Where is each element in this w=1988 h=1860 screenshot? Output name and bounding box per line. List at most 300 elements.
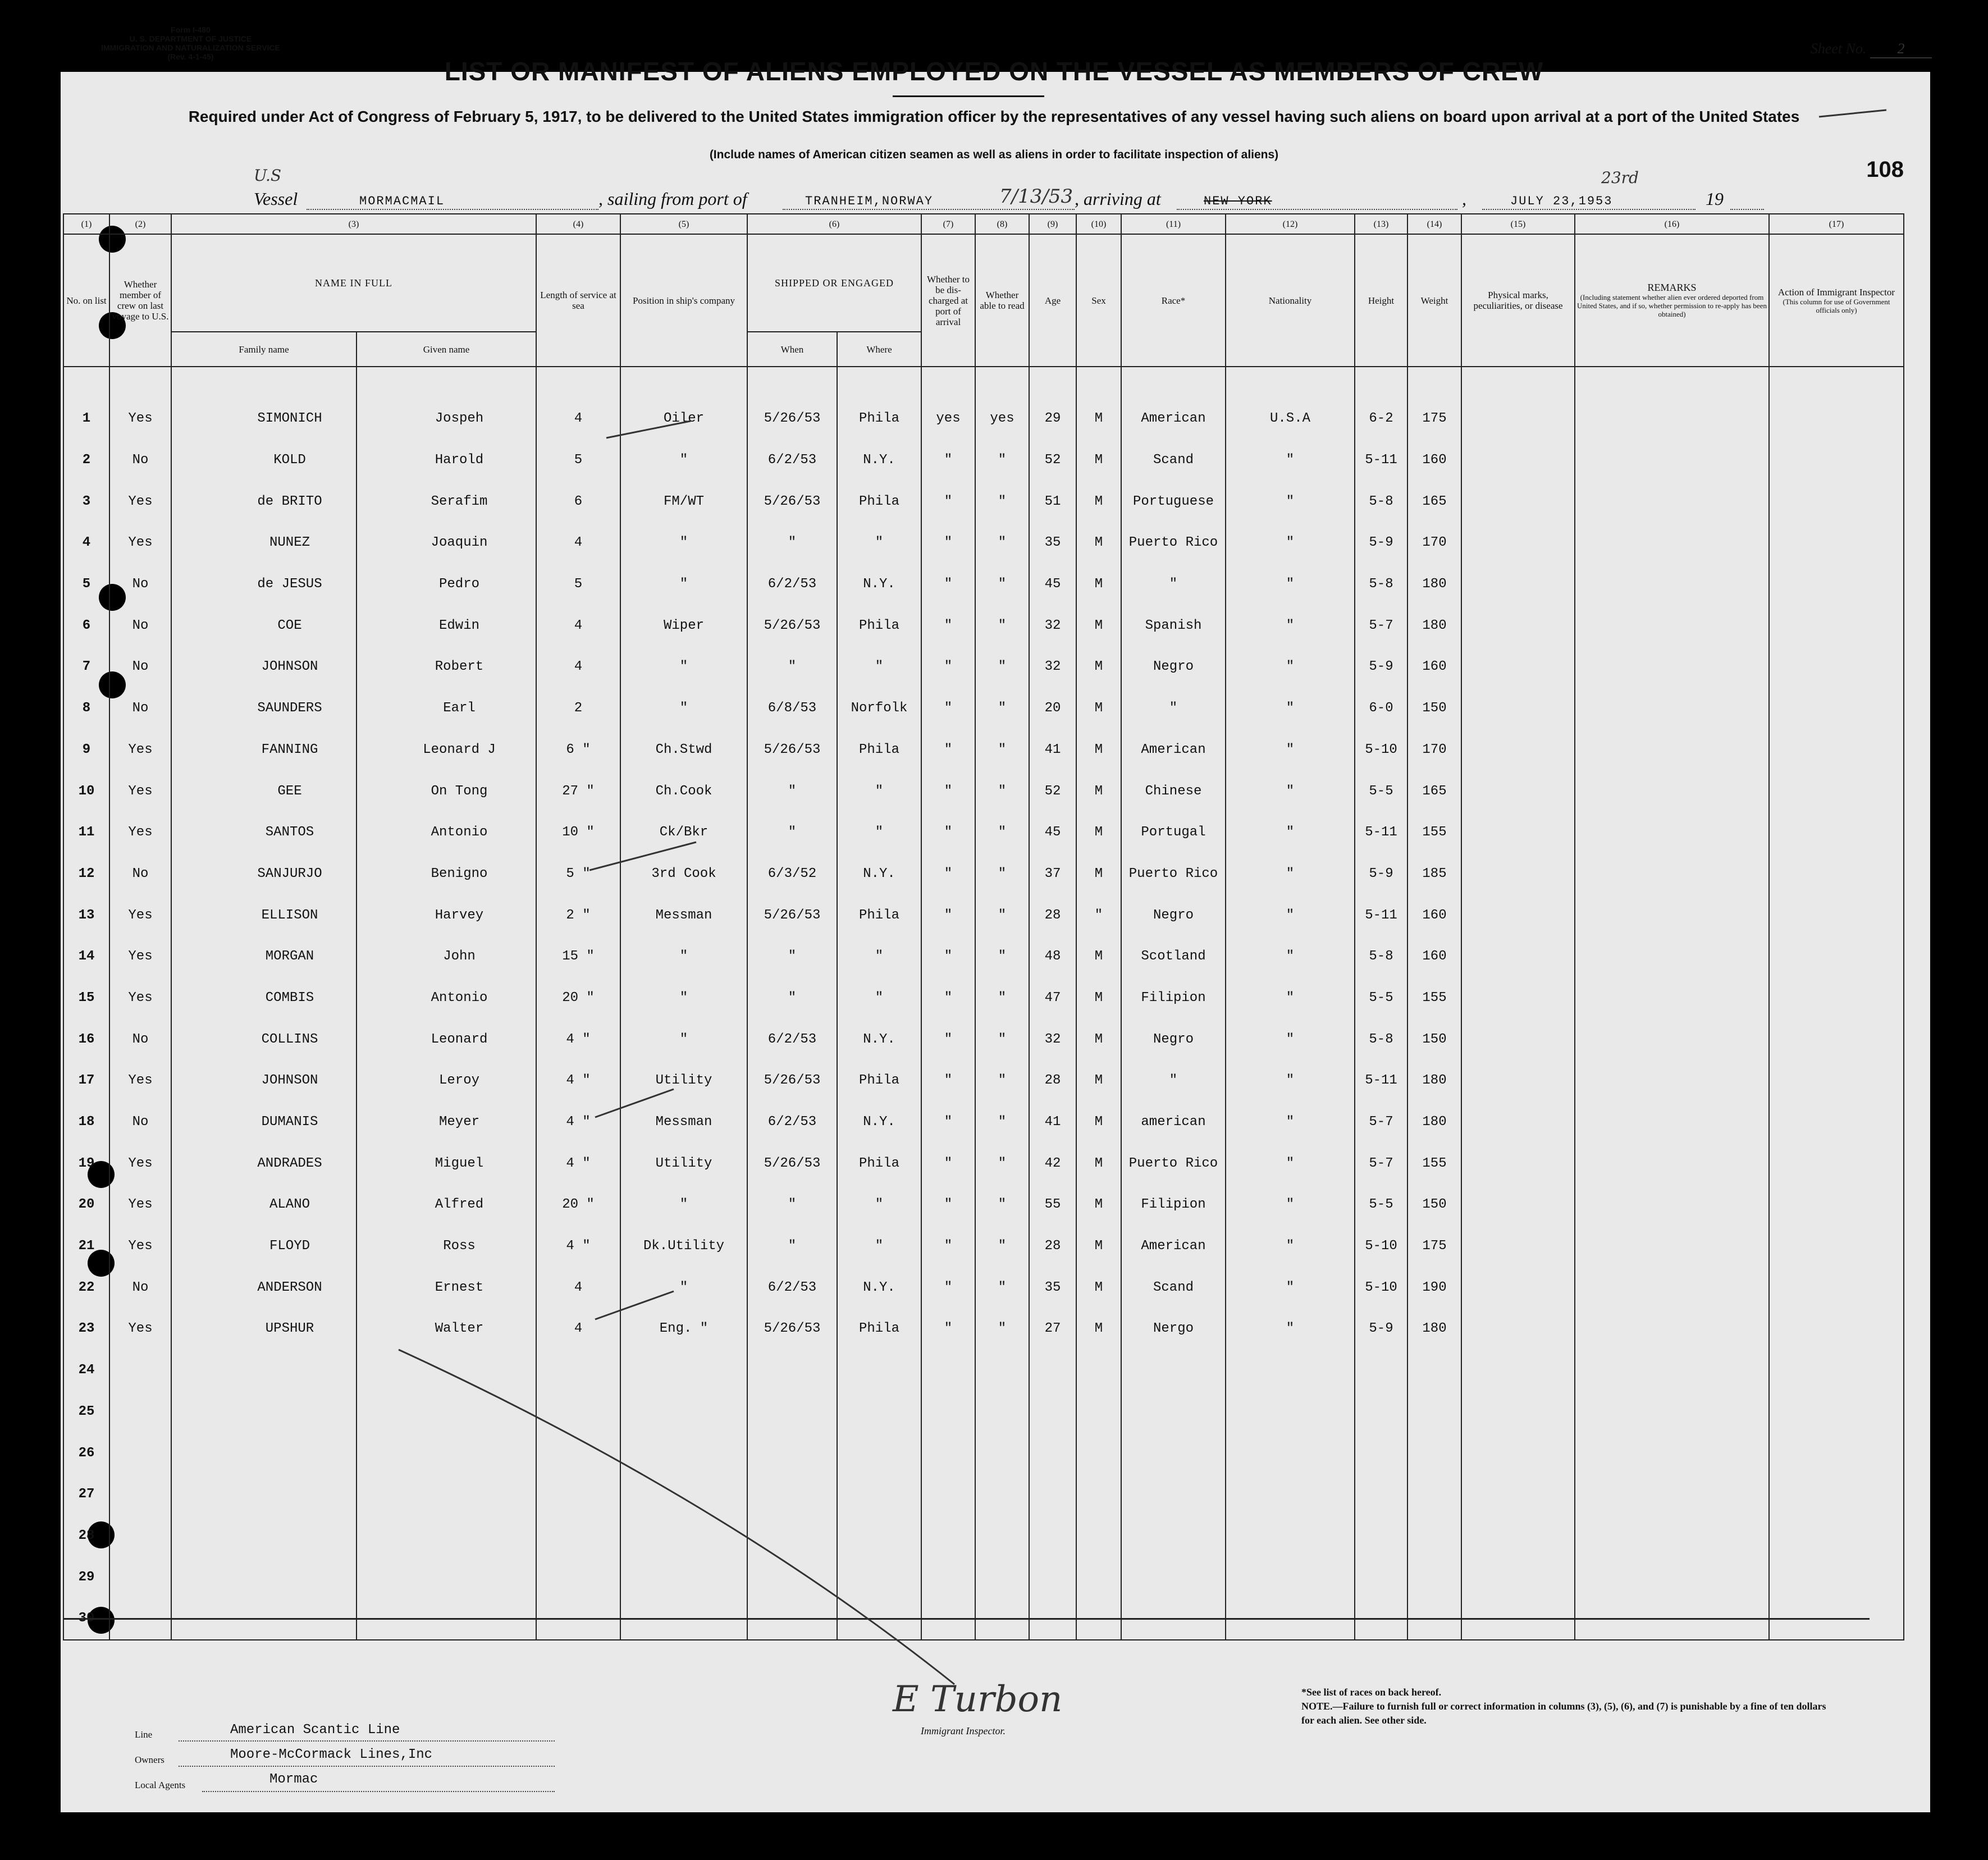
spacer-cell [63,367,109,398]
cell-where: N.Y. [837,564,921,605]
cell-sex: M [1076,1267,1121,1308]
cell-height: 5-11 [1355,894,1407,936]
cell-race: Negro [1121,646,1226,688]
cell-weight [1407,1515,1461,1557]
cell-race: Filipion [1121,977,1226,1019]
cell-where: N.Y. [837,1267,921,1308]
header-remarks: REMARKS (Including statement whether alien ever ordered deported from United States, and if so, whether permission to re-apply has been obtained) [1575,234,1769,367]
cell-age: 32 [1029,1018,1076,1060]
cell-where: Phila [837,398,921,440]
cell-action [1769,398,1904,440]
spacer-cell [1575,367,1769,398]
cell-nationality: " [1226,440,1355,481]
cell-family: ELLISON [171,894,357,936]
table-row [63,1142,1904,1184]
cell-given: Leroy [357,1060,536,1102]
cell-discharged [921,1432,975,1474]
table-row [63,1515,1904,1557]
spacer-cell [1461,367,1575,398]
cell-discharged: " [921,1226,975,1267]
cell-race: Scand [1121,440,1226,481]
line-value: American Scantic Line [230,1722,400,1738]
cell-sex [1076,1474,1121,1515]
spacer-cell [837,367,921,398]
table-row [63,1474,1904,1515]
cell-length: 4 " [536,1060,620,1102]
cell-when: " [747,770,837,812]
cell-sex: M [1076,481,1121,522]
cell-given [357,1474,536,1515]
cell-height: 6-2 [1355,398,1407,440]
table-row [63,936,1904,977]
cell-remarks [1575,1515,1769,1557]
cell-nationality: " [1226,977,1355,1019]
cell-when: " [747,812,837,853]
table-row [63,522,1904,564]
cell-discharged: " [921,853,975,895]
arrival-date-handwritten: 23rd [1601,168,1639,187]
cell-action [1769,1142,1904,1184]
cell-when: 5/26/53 [747,481,837,522]
cell-weight: 190 [1407,1267,1461,1308]
arriving-label: , arriving at [1075,189,1161,209]
cell-action [1769,1060,1904,1102]
cell-family: FLOYD [171,1226,357,1267]
cell-age: 35 [1029,1267,1076,1308]
header-weight: Weight [1407,234,1461,367]
cell-weight: 180 [1407,605,1461,646]
cell-sex: M [1076,440,1121,481]
cell-nationality: " [1226,1060,1355,1102]
cell-when: " [747,936,837,977]
cell-read [975,1474,1029,1515]
cell-given: Leonard [357,1018,536,1060]
cell-length [536,1556,620,1598]
cell-age: 28 [1029,1226,1076,1267]
cell-member: Yes [109,522,171,564]
cell-action [1769,1432,1904,1474]
table-row [63,1184,1904,1226]
cell-position: Oiler [620,398,747,440]
cell-nationality: " [1226,770,1355,812]
cell-given: Robert [357,646,536,688]
cell-where: N.Y. [837,440,921,481]
cell-read: " [975,605,1029,646]
cell-length: 10 " [536,812,620,853]
col-9-number: (9) [1029,214,1076,234]
table-row [63,1226,1904,1267]
cell-given: John [357,936,536,977]
cell-age: 52 [1029,770,1076,812]
cell-sex: M [1076,729,1121,771]
cell-race: Nergo [1121,1308,1226,1350]
cell-age [1029,1474,1076,1515]
cell-member: Yes [109,1060,171,1102]
cell-physical [1461,646,1575,688]
table-row [63,1556,1904,1598]
cell-nationality [1226,1391,1355,1433]
cell-discharged: yes [921,398,975,440]
table-row [63,1018,1904,1060]
cell-age: 52 [1029,440,1076,481]
cell-race [1121,1350,1226,1391]
cell-when: " [747,1184,837,1226]
cell-age: 32 [1029,646,1076,688]
cell-member [109,1432,171,1474]
cell-family [171,1474,357,1515]
cell-physical [1461,977,1575,1019]
cell-remarks [1575,1184,1769,1226]
year-blank [1730,209,1764,210]
cell-discharged [921,1474,975,1515]
table-row [63,894,1904,936]
cell-read: " [975,853,1029,895]
header-name-in-full: NAME IN FULL [171,234,536,332]
form-subtitle: Required under Act of Congress of February 5, 1917, to be delivered to the United States immigration officer by the representatives of any vessel having such aliens on board upon arrival at a port of the United States [188,108,1800,125]
cell-sex: M [1076,1226,1121,1267]
cell-read: " [975,1018,1029,1060]
cell-given: Harvey [357,894,536,936]
cell-physical [1461,936,1575,977]
cell-family: ALANO [171,1184,357,1226]
cell-where [837,1391,921,1433]
cell-remarks [1575,440,1769,481]
cell-height [1355,1350,1407,1391]
table-row [63,770,1904,812]
cell-discharged: " [921,1060,975,1102]
cell-member: No [109,1018,171,1060]
cell-weight: 155 [1407,977,1461,1019]
spacer-cell [1076,367,1121,398]
footer-notes: *See list of races on back hereof. NOTE.—Failure to furnish full or correct information in columns (3), (5), (6), and (7) is punishable by a fine of ten dollars for each alien. See other side. [1301,1687,1826,1726]
cell-action [1769,646,1904,688]
cell-race: Negro [1121,894,1226,936]
cell-length: 4 [536,1267,620,1308]
cell-weight: 180 [1407,1060,1461,1102]
cell-race [1121,1432,1226,1474]
cell-read: " [975,481,1029,522]
cell-when: 5/26/53 [747,729,837,771]
page-number: 108 [1866,157,1904,182]
cell-read: " [975,646,1029,688]
cell-position: " [620,936,747,977]
table-row [63,977,1904,1019]
cell-where [837,1350,921,1391]
cell-position: " [620,564,747,605]
cell-weight: 180 [1407,564,1461,605]
cell-race: Portuguese [1121,481,1226,522]
cell-sex: M [1076,1184,1121,1226]
cell-sex: M [1076,977,1121,1019]
cell-age: 41 [1029,1102,1076,1143]
header-nationality: Nationality [1226,234,1355,367]
cell-action [1769,564,1904,605]
cell-discharged: " [921,729,975,771]
cell-length [536,1350,620,1391]
us-annotation: U.S [254,166,282,185]
cell-race: " [1121,688,1226,729]
cell-when: 6/2/53 [747,1018,837,1060]
cell-discharged [921,1515,975,1557]
cell-race: " [1121,1060,1226,1102]
cell-weight [1407,1391,1461,1433]
cell-action [1769,1226,1904,1267]
cell-physical [1461,1515,1575,1557]
header-height: Height [1355,234,1407,367]
table-row [63,1102,1904,1143]
cell-member: Yes [109,1308,171,1350]
agents-label: Local Agents [135,1780,186,1790]
cell-read [975,1432,1029,1474]
cell-member [109,1350,171,1391]
table-row [63,688,1904,729]
header-sex: Sex [1076,234,1121,367]
cell-member: No [109,688,171,729]
cell-member [109,1391,171,1433]
arrival-date: JULY 23,1953 [1510,194,1613,208]
cell-when: " [747,522,837,564]
cell-remarks [1575,646,1769,688]
header-given-name: Given name [357,332,536,367]
cell-rowno: 16 [63,1018,109,1060]
cell-position [620,1556,747,1598]
cell-physical [1461,894,1575,936]
table-row [63,729,1904,771]
cell-action [1769,605,1904,646]
cell-family: SANTOS [171,812,357,853]
cell-race: Puerto Rico [1121,522,1226,564]
cell-remarks [1575,1267,1769,1308]
cell-sex [1076,1556,1121,1598]
cell-given: Edwin [357,605,536,646]
cell-nationality: " [1226,936,1355,977]
cell-length [536,1515,620,1557]
cell-family: DUMANIS [171,1102,357,1143]
spacer-cell [1226,367,1355,398]
cell-weight [1407,1474,1461,1515]
cell-discharged: " [921,646,975,688]
cell-height: 5-10 [1355,1226,1407,1267]
cell-length: 4 " [536,1102,620,1143]
cell-given: Leonard J [357,729,536,771]
cell-where: N.Y. [837,1102,921,1143]
cell-remarks [1575,977,1769,1019]
vessel-blank [307,209,598,210]
cell-nationality: " [1226,812,1355,853]
cell-nationality: " [1226,522,1355,564]
cell-age: 27 [1029,1308,1076,1350]
cell-weight: 180 [1407,1308,1461,1350]
col-16-number: (16) [1575,214,1769,234]
cell-rowno: 18 [63,1102,109,1143]
form-identifier: Form I-480 U. S. DEPARTMENT OF JUSTICE IMMIGRATION AND NATURALIZATION SERVICE (Rev. 4-1-45) [101,25,280,61]
cell-when [747,1391,837,1433]
cell-height: 5-10 [1355,729,1407,771]
cell-remarks [1575,522,1769,564]
cell-nationality [1226,1350,1355,1391]
cell-remarks [1575,398,1769,440]
cell-given: Antonio [357,812,536,853]
cell-given: Earl [357,688,536,729]
spacer-cell [620,367,747,398]
comma-separator: , [1462,189,1466,209]
footer-rule [63,1618,1870,1620]
cell-length [536,1432,620,1474]
cell-member [109,1515,171,1557]
cell-when: 6/8/53 [747,688,837,729]
cell-sex [1076,1515,1121,1557]
cell-length: 4 [536,1308,620,1350]
cell-rowno: 14 [63,936,109,977]
cell-remarks [1575,894,1769,936]
cell-where: Phila [837,894,921,936]
table-spacer-row [63,367,1904,398]
cell-nationality: " [1226,688,1355,729]
cell-position: " [620,1018,747,1060]
arrival-blank [1177,209,1457,210]
cell-when: 6/2/53 [747,564,837,605]
cell-height [1355,1432,1407,1474]
arrival-port: NEW YORK [1204,194,1272,208]
cell-where: Phila [837,481,921,522]
cell-discharged: " [921,1142,975,1184]
cell-where: " [837,770,921,812]
cell-sex: M [1076,770,1121,812]
cell-where: Phila [837,1308,921,1350]
col-13-number: (13) [1355,214,1407,234]
cell-family: SANJURJO [171,853,357,895]
table-row [63,1308,1904,1350]
cell-where [837,1556,921,1598]
col-3-number: (3) [171,214,536,234]
cell-rowno: 21 [63,1226,109,1267]
cell-remarks [1575,812,1769,853]
cell-height [1355,1556,1407,1598]
cell-discharged: " [921,812,975,853]
cell-rowno: 1 [63,398,109,440]
cell-family [171,1432,357,1474]
cell-physical [1461,1142,1575,1184]
cell-member: Yes [109,894,171,936]
cell-physical [1461,729,1575,771]
owners-label: Owners [135,1754,164,1765]
cell-sex: M [1076,1060,1121,1102]
cell-position: " [620,1267,747,1308]
cell-race: Puerto Rico [1121,1142,1226,1184]
cell-where: Norfolk [837,688,921,729]
cell-rowno: 15 [63,977,109,1019]
cell-given: Antonio [357,977,536,1019]
header-length-service: Length of service at sea [536,234,620,367]
cell-race [1121,1474,1226,1515]
header-race: Race* [1121,234,1226,367]
cell-height: 5-7 [1355,605,1407,646]
cell-physical [1461,522,1575,564]
cell-sex: M [1076,1018,1121,1060]
cell-sex [1076,1432,1121,1474]
cell-read: " [975,440,1029,481]
cell-height: 5-5 [1355,770,1407,812]
cell-length: 5 [536,440,620,481]
cell-discharged: " [921,977,975,1019]
cell-discharged [921,1391,975,1433]
cell-read [975,1391,1029,1433]
cell-weight: 170 [1407,729,1461,771]
cell-action [1769,853,1904,895]
cell-action [1769,1474,1904,1515]
cell-position: Wiper [620,605,747,646]
cell-height: 5-9 [1355,853,1407,895]
cell-weight [1407,1350,1461,1391]
cell-age [1029,1391,1076,1433]
spacer-cell [975,367,1029,398]
cell-given: Harold [357,440,536,481]
cell-discharged: " [921,1102,975,1143]
cell-member: No [109,646,171,688]
cell-family: JOHNSON [171,1060,357,1102]
cell-action [1769,1391,1904,1433]
cell-given: On Tong [357,770,536,812]
cell-height: 5-7 [1355,1142,1407,1184]
cell-physical [1461,1060,1575,1102]
table-row [63,398,1904,440]
cell-position: Utility [620,1142,747,1184]
cell-family [171,1350,357,1391]
cell-read: " [975,729,1029,771]
cell-given [357,1350,536,1391]
cell-length: 2 " [536,894,620,936]
vessel-name: MORMACMAIL [359,194,445,208]
col-2-number: (2) [109,214,171,234]
cell-physical [1461,1350,1575,1391]
cell-nationality: " [1226,1142,1355,1184]
cell-member [109,1474,171,1515]
cell-physical [1461,688,1575,729]
col-15-number: (15) [1461,214,1575,234]
cell-where: " [837,522,921,564]
header-age: Age [1029,234,1076,367]
cell-remarks [1575,1308,1769,1350]
cell-action [1769,1018,1904,1060]
cell-when: " [747,646,837,688]
cell-sex: M [1076,398,1121,440]
sheet-number: Sheet No. 2 [1811,40,1932,58]
spacer-cell [1769,367,1904,398]
cell-when [747,1474,837,1515]
col-8-number: (8) [975,214,1029,234]
cell-position: Dk.Utility [620,1226,747,1267]
cell-when: 5/26/53 [747,1308,837,1350]
cell-family: MORGAN [171,936,357,977]
cell-read: " [975,977,1029,1019]
cell-weight: 170 [1407,522,1461,564]
header-when: When [747,332,837,367]
cell-read [975,1556,1029,1598]
agents-value: Mormac [269,1772,318,1787]
cell-length: 2 [536,688,620,729]
cell-weight: 185 [1407,853,1461,895]
cell-race: Puerto Rico [1121,853,1226,895]
cell-weight: 165 [1407,770,1461,812]
cell-discharged: " [921,1184,975,1226]
cell-discharged: " [921,481,975,522]
cell-height: 5-10 [1355,1267,1407,1308]
table-row [63,1391,1904,1433]
cell-height: 5-5 [1355,1184,1407,1226]
cell-when: 5/26/53 [747,605,837,646]
cell-race: Scotland [1121,936,1226,977]
cell-when: 5/26/53 [747,1060,837,1102]
